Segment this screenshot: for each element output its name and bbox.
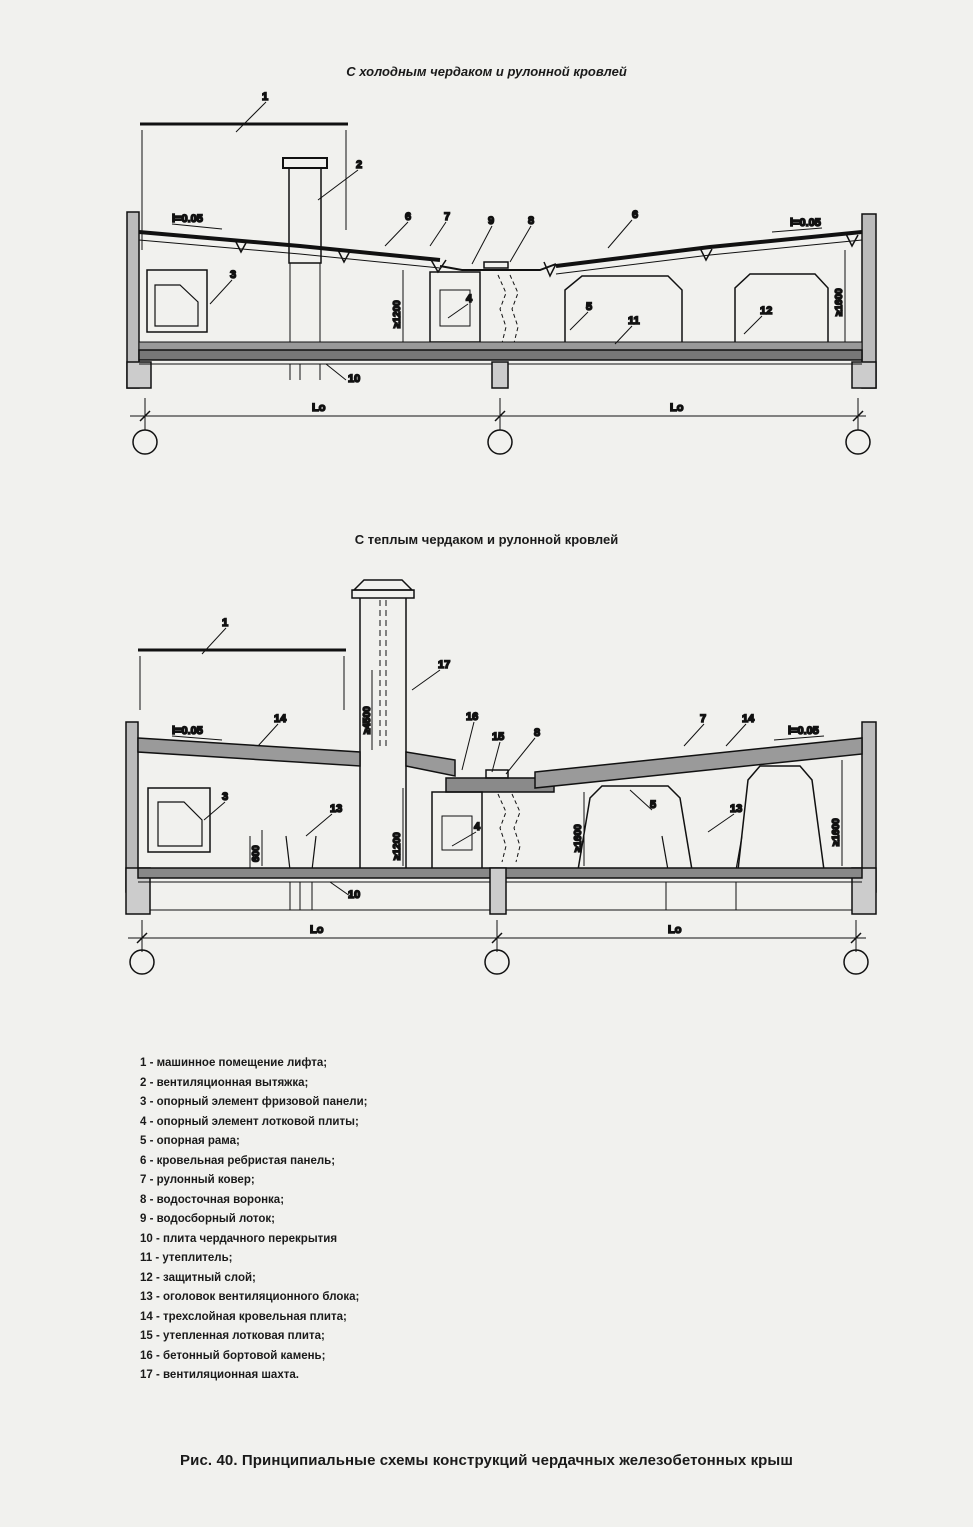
legend-item: 11 - утеплитель; (140, 1252, 233, 1264)
gutter-and-funnel (440, 262, 556, 343)
support-frame-1 (565, 276, 682, 342)
lift-room (140, 124, 348, 250)
span-dimension-line (130, 398, 866, 430)
legend-item: 13 - оголовок вентиляционного блока; (140, 1291, 360, 1303)
dim-1600: ≥1600 (834, 288, 845, 316)
callout-4: 4 (474, 821, 481, 833)
legend-item: 3 - опорный элемент фризовой панели; (140, 1096, 368, 1108)
roof-slab-right (535, 738, 862, 788)
span-lo-left: Lo (312, 402, 326, 414)
slope-left: i=0.05 (172, 213, 203, 225)
dim-1200: ≥1200 (392, 832, 403, 860)
callout-7: 7 (700, 713, 707, 725)
cold-attic-section (0, 80, 973, 460)
legend-item: 6 - кровельная ребристая панель; (140, 1154, 336, 1167)
callout-4: 4 (466, 293, 473, 305)
figure-caption: Рис. 40. Принципиальные схемы конструкций чердачных железобетонных крыш (180, 1452, 793, 1469)
callout-6b: 6 (632, 209, 639, 221)
legend (140, 1054, 620, 1386)
callout-7: 7 (444, 211, 451, 223)
vent-block-head-right (662, 836, 742, 870)
warm-attic-section (0, 560, 973, 980)
legend-item: 10 - плита чердачного перекрытия (140, 1232, 338, 1245)
roof-panels-right (544, 232, 862, 276)
grid-axis-markers (130, 950, 868, 974)
attic-floor (138, 868, 862, 914)
callout-14b: 14 (742, 713, 755, 725)
slope-right: i=0.05 (790, 217, 821, 229)
span-dimension-line (128, 920, 866, 952)
legend-item: 14 - трехслойная кровельная плита; (140, 1310, 347, 1323)
legend-item: 17 - вентиляционная шахта. (140, 1369, 299, 1381)
dim-1600-right: ≥1600 (831, 818, 842, 846)
callout-14: 14 (274, 713, 287, 725)
legend-item: 1 - машинное помещение лифта; (140, 1057, 328, 1069)
callout-3: 3 (230, 269, 237, 281)
callout-13: 13 (330, 803, 343, 815)
legend-item: 4 - опорный элемент лотковой плиты; (140, 1115, 359, 1128)
attic-floor (139, 342, 862, 388)
legend-item: 7 - рулонный ковер; (140, 1174, 255, 1186)
dim-1200: ≥1200 (392, 300, 403, 328)
slope-left: i=0.05 (172, 725, 203, 737)
diagram2-title: С теплым чердаком и рулонной кровлей (354, 532, 619, 547)
callout-11: 11 (628, 315, 640, 327)
callout-13b: 13 (730, 803, 743, 815)
dim-1600-center: ≥1600 (573, 824, 584, 852)
legend-item: 15 - утепленная лотковая плита; (140, 1330, 325, 1342)
callout-10: 10 (348, 373, 361, 385)
support-frame-1 (578, 786, 692, 870)
callout-5: 5 (650, 799, 657, 811)
support-frame-2 (738, 766, 824, 870)
frieze-support-element (147, 270, 207, 332)
callout-2: 2 (356, 159, 363, 171)
roof-slab-left (138, 738, 455, 776)
dim-600: 600 (251, 845, 262, 862)
callout-15: 15 (492, 731, 505, 743)
callout-16: 16 (466, 711, 479, 723)
diagram1-title: С холодным чердаком и рулонной кровлей (346, 64, 627, 79)
gutter-support-element (430, 272, 480, 342)
slope-right: i=0.05 (788, 725, 819, 737)
grid-axis-markers (133, 430, 870, 454)
legend-item: 12 - защитный слой; (140, 1271, 256, 1284)
lift-room (138, 650, 346, 710)
dim-4500: ≥4500 (362, 706, 373, 734)
support-frame-2 (735, 274, 828, 342)
callout-10: 10 (348, 889, 361, 901)
callout-leaders (172, 102, 822, 380)
span-lo-right: Lo (668, 924, 682, 936)
callout-17: 17 (438, 659, 451, 671)
legend-item: 5 - опорная рама; (140, 1135, 240, 1147)
span-lo-right: Lo (670, 402, 684, 414)
callout-5: 5 (586, 301, 593, 313)
roof-panels-left (139, 232, 446, 272)
callout-1: 1 (262, 91, 269, 103)
callout-12: 12 (760, 305, 773, 317)
frieze-support-element (148, 788, 210, 852)
callout-8: 8 (534, 727, 541, 739)
legend-item: 9 - водосборный лоток; (140, 1213, 275, 1225)
callout-8: 8 (528, 215, 535, 227)
span-lo-left: Lo (310, 924, 324, 936)
legend-item: 2 - вентиляционная вытяжка; (140, 1076, 309, 1089)
legend-item: 16 - бетонный бортовой камень; (140, 1349, 326, 1362)
callout-1: 1 (222, 617, 229, 629)
legend-item: 8 - водосточная воронка; (140, 1193, 285, 1206)
callout-6: 6 (405, 211, 412, 223)
callout-9: 9 (488, 215, 495, 227)
callout-3: 3 (222, 791, 229, 803)
